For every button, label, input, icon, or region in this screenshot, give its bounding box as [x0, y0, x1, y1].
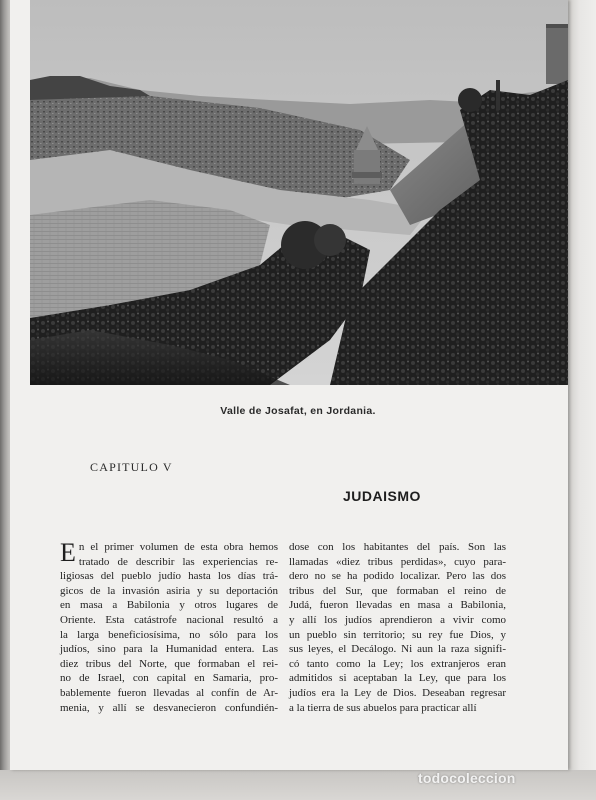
- text-line: gicos de la invasión asiria y su deportación: [60, 584, 278, 597]
- chapter-title: JUDAISMO: [343, 488, 421, 504]
- watermark: todocoleccion: [418, 770, 516, 786]
- text-line: dero no se ha podido localizar. Pero las dos: [289, 570, 506, 583]
- text-line: no de Israel, con capital en Samaria, pro-: [60, 672, 278, 685]
- text-line: bablemente fueron llevadas al confín de Ar-: [60, 686, 278, 699]
- text-line: menia, y allí se desvanecieron confundién-: [60, 701, 278, 714]
- photo-caption: Valle de Josafat, en Jordania.: [220, 405, 376, 417]
- text-line: y allí los judíos aprendieron a vivir como: [289, 613, 506, 626]
- text-column-right: [289, 540, 506, 715]
- text-line: có tanto como la Ley; los extranjeros eran: [289, 657, 506, 670]
- text-line: a la tierra de sus abuelos para practicar allí: [289, 701, 477, 714]
- text-line: sus leyes, el Decálogo. Ni aun la raza signifi-: [289, 643, 506, 656]
- valley-photograph-drawing: [30, 0, 568, 385]
- text-line: Judá, fueron llevadas en masa a Babilonia,: [289, 599, 506, 612]
- text-line: tribus del Sur, que formaban el reino de: [289, 584, 506, 597]
- text-line: dose con los habitantes del país. Son las: [289, 541, 506, 553]
- text-line: Oriente. Esta catástrofe nacional resultó a: [60, 613, 278, 626]
- valley-photograph: [30, 0, 568, 385]
- text-column-left: [60, 540, 278, 715]
- drop-cap: E: [60, 538, 76, 567]
- text-line: ligiosas del pueblo judío hasta los días trá-: [60, 570, 278, 583]
- text-line: tratado de describir las experiencias re-: [78, 555, 278, 568]
- text-line: un pueblo sin territorio; su rey fue Dios, y: [289, 628, 506, 641]
- text-line: la larga beneficiosísima, no sólo para los: [60, 628, 278, 641]
- scan-edge-right: [568, 0, 596, 800]
- text-line: judíos era la Ley de Dios. Deseaban regresar: [289, 686, 506, 699]
- chapter-label: CAPITULO V: [90, 460, 173, 474]
- text-line: n el primer volumen de esta obra hemos: [78, 541, 278, 553]
- scan-edge-left: [0, 0, 10, 800]
- text-line: judíos, sino para la Humanidad entera. Las: [60, 643, 278, 656]
- text-line: diez tribus del Norte, que formaban el rei-: [60, 657, 278, 670]
- text-line: admitidos si aceptaban la Ley, que para los: [289, 672, 506, 685]
- text-line: en masa a Babilonia y otros lugares de: [60, 599, 278, 612]
- text-line: llamadas «diez tribus perdidas», cuyo para-: [289, 555, 506, 568]
